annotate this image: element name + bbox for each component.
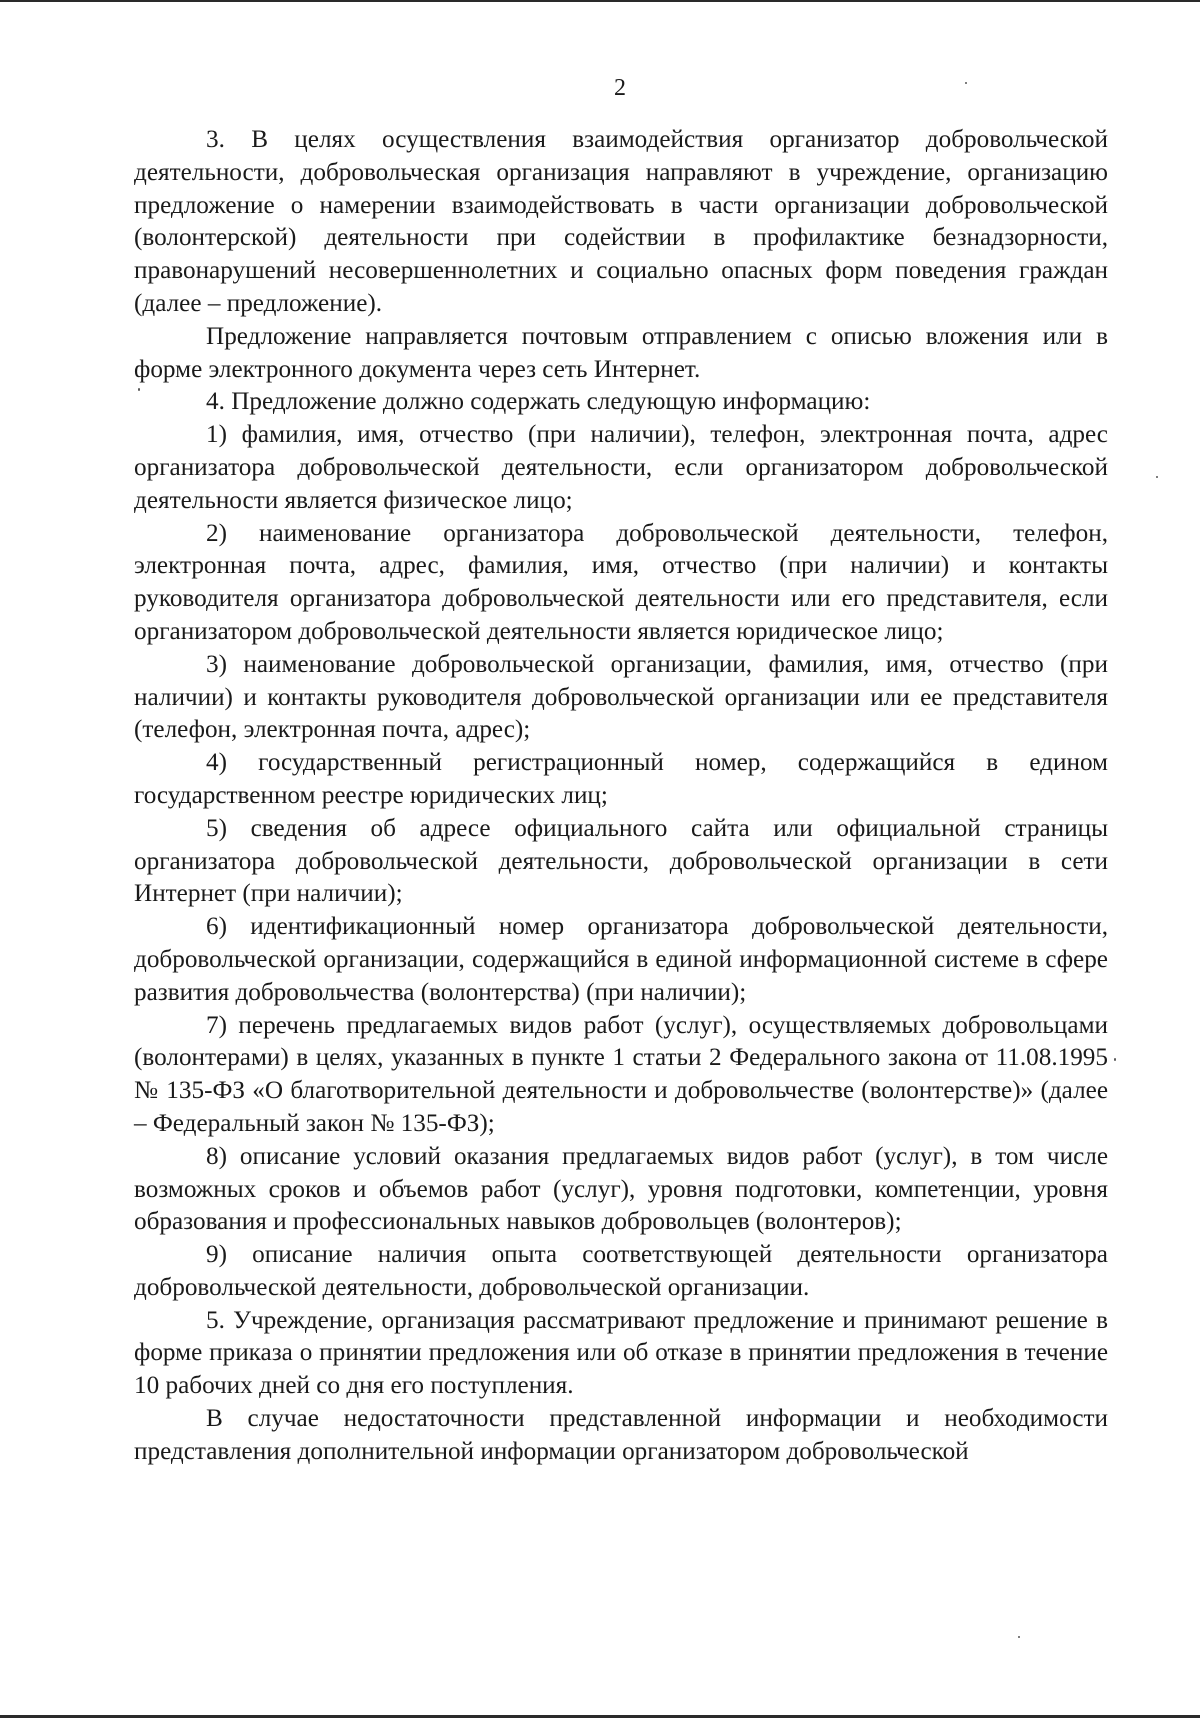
scan-speck [1018,1636,1020,1638]
paragraph-item-3: 3. В целях осуществления взаимодействия организатор добровольческой деятельности, добровольческая организация направляют в учреждение, организацию предложение о намерении взаимодействовать в части организации добровольческой (волонтерской) деятельности при содействии в профилактике безнадзорности, правонарушений несовершеннолетних и социально опасных форм поведения граждан (далее – предложение). [134,126,1108,317]
list-item-2: 2) наименование организатора добровольческой деятельности, телефон, электронная почта, адрес, фамилия, имя, отчество (при наличии) и контакты руководителя организатора добровольческой деятельности или его представителя, если организатором добровольческой деятельности является юридическое лицо; [134,519,1108,645]
paragraph-submission-method: Предложение направляется почтовым отправлением с описью вложения или в форме электронного документа через сеть Интернет. [134,322,1108,383]
page-number: 2 [614,75,626,101]
list-item-4: 4) государственный регистрационный номер, содержащийся в едином государственном реестре юридических лиц; [134,749,1108,809]
scan-speck [965,82,967,84]
list-item-9: 9) описание наличия опыта соответствующей деятельности организатора добровольческой деятельности, добровольческой организации. [134,1241,1108,1301]
list-item-5: 5) сведения об адресе официального сайта или официальной страницы организатора добровольческой деятельности, добровольческой организации в сети Интернет (при наличии); [134,814,1108,908]
list-item-3: 3) наименование добровольческой организации, фамилия, имя, отчество (при наличии) и контакты руководителя добровольческой организации или ее представителя (телефон, электронная почта, адрес); [134,650,1108,744]
paragraph-item-5: 5. Учреждение, организация рассматривают предложение и принимают решение в форме приказа о принятии предложения или об отказе в принятии предложения в течение 10 рабочих дней со дня его поступления. [134,1306,1108,1400]
list-item-6: 6) идентификационный номер организатора добровольческой деятельности, добровольческой организации, содержащийся в единой информационной системе в сфере развития добровольчества (волонтерства) (при наличии); [134,913,1108,1006]
list-item-1: 1) фамилия, имя, отчество (при наличии), телефон, электронная почта, адрес организатора добровольческой деятельности, если организатором добровольческой деятельности является физическое лицо; [134,421,1108,514]
scan-top-edge [0,0,1200,2]
list-item-7: 7) перечень предлагаемых видов работ (услуг), осуществляемых добровольцами (волонтерами) в целях, указанных в пункте 1 статьи 2 Федерального закона от 11.08.1995 № 135-ФЗ «О благотворительной деятельности и добровольчестве (волонтерстве)» (далее – Федеральный закон № 135-ФЗ); [134,1011,1108,1137]
scan-speck [1114,1058,1116,1061]
document-body [134,124,1108,1469]
scan-speck [1156,476,1158,478]
scan-speck [138,388,140,391]
paragraph-item-4: 4. Предложение должно содержать следующую информацию: [206,388,871,416]
paragraph-insufficient-info: В случае недостаточности представленной информации и необходимости представления дополнительной информации организатором добровольческой [134,1405,1108,1465]
list-item-8: 8) описание условий оказания предлагаемых видов работ (услуг), в том числе возможных сроков и объемов работ (услуг), уровня подготовки, компетенции, уровня образования и профессиональных навыков добровольцев (волонтеров); [134,1142,1108,1236]
